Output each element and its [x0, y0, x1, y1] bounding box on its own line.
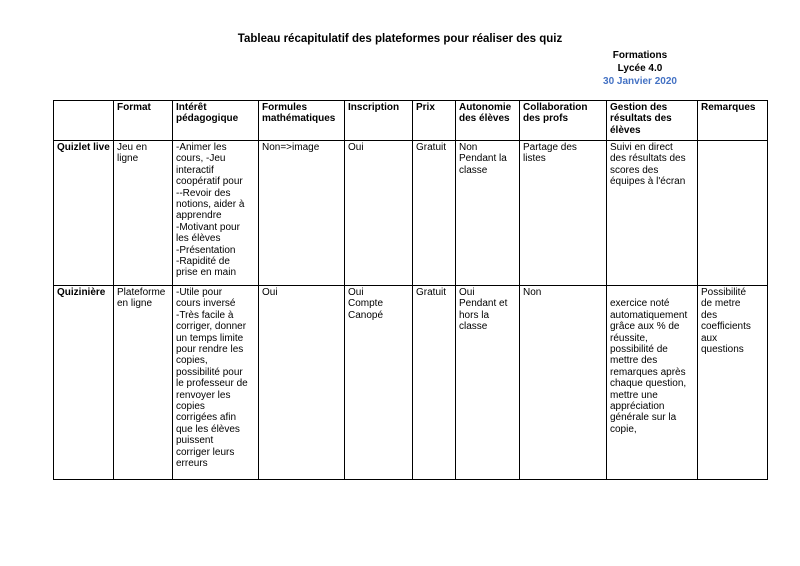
cell-line: notions, aider à [176, 199, 245, 211]
cell-interet [173, 141, 259, 286]
cell-line: erreurs [176, 458, 208, 470]
header-remarques: Remarques [698, 101, 768, 141]
document-title: Tableau récapitulatif des plateformes pour réaliser des quiz [237, 33, 563, 45]
cell-autonomie [456, 286, 520, 480]
header-empty [54, 101, 114, 141]
cell-line: classe [459, 164, 488, 176]
cell-line: possibilité pour [176, 366, 243, 378]
cell-line [610, 287, 695, 298]
cell-line: appréciation [610, 401, 665, 413]
table-row-quiziniere [54, 286, 768, 480]
cell-line: en ligne [117, 298, 153, 310]
cell-line: Jeu en [117, 142, 148, 153]
cell-line: renvoyer les [176, 389, 231, 401]
cell-line: interactif [176, 164, 214, 176]
cell-gestion [607, 286, 698, 480]
cell-line: scores des [610, 164, 659, 176]
cell-line: coefficients [701, 321, 751, 333]
cell-line: grâce aux % de [610, 321, 680, 333]
cell-line: apprendre [176, 210, 222, 222]
cell-line: Non [523, 287, 542, 298]
cell-line: -Rapidité de [176, 256, 230, 268]
cell-line: remarques après [610, 366, 686, 378]
cell-collaboration [520, 141, 607, 286]
cell-line: Pendant la [459, 153, 507, 165]
cell-line: questions [701, 344, 744, 356]
cell-line: un temps limite [176, 332, 244, 344]
cell-line: coopératif pour [176, 176, 243, 188]
cell-formules [259, 286, 345, 480]
cell-line: -Animer les [176, 142, 227, 153]
cell-line: possibilité de [610, 344, 668, 356]
cell-name: Quizinière [54, 286, 114, 480]
cell-line: Canopé [348, 309, 384, 321]
cell-line: corriger leurs [176, 446, 235, 458]
header-autonomie: Autonomie des élèves [456, 101, 520, 141]
header-interet: Intérêt pédagogique [173, 101, 259, 141]
cell-line: --Revoir des [176, 187, 231, 199]
cell-name: Quizlet live [54, 141, 114, 286]
header-row [54, 101, 768, 141]
cell-prix [413, 141, 456, 286]
cell-line: Pendant et [459, 298, 508, 310]
cell-line: puissent [176, 435, 214, 447]
cell-line: automatiquement [610, 309, 688, 321]
cell-line: Non [459, 142, 478, 153]
cell-line: aux [701, 332, 718, 344]
cell-line: Non=>image [262, 142, 320, 153]
cell-line: Suivi en direct [610, 142, 673, 153]
document-meta [540, 49, 740, 88]
cell-line: mettre une [610, 389, 658, 401]
cell-line: pour rendre les [176, 344, 244, 356]
cell-prix [413, 286, 456, 480]
recap-table [53, 100, 768, 480]
meta-lycee: Lycée 4.0 [617, 63, 663, 74]
cell-remarques [698, 141, 768, 286]
table-row-quizlet-live [54, 141, 768, 286]
cell-autonomie [456, 141, 520, 286]
cell-line: -Très facile à [176, 309, 234, 321]
cell-line: prise en main [176, 267, 237, 279]
cell-line: corrigées afin [176, 412, 237, 424]
cell-formules [259, 141, 345, 286]
cell-line: listes [523, 153, 546, 165]
cell-line: Oui [262, 287, 278, 298]
cell-line: que les élèves [176, 423, 240, 435]
cell-line: Gratuit [416, 142, 447, 153]
cell-line: Oui [348, 287, 364, 298]
cell-line: -Motivant pour [176, 221, 240, 233]
cell-line: des [701, 309, 718, 321]
cell-line: exercice noté [610, 298, 670, 310]
cell-line: mettre des [610, 355, 658, 367]
cell-line: chaque question, [610, 378, 687, 390]
cell-line: copie, [610, 423, 637, 435]
cell-line: les élèves [176, 233, 221, 245]
header-gestion: Gestion des résultats des élèves [607, 101, 698, 141]
cell-line: copies [176, 401, 205, 413]
cell-line: équipes à l'écran [610, 176, 686, 188]
cell-format [114, 286, 173, 480]
cell-line: cours, -Jeu [176, 153, 226, 165]
cell-line: Oui [459, 287, 475, 298]
header-prix: Prix [413, 101, 456, 141]
cell-line: Possibilité [701, 287, 747, 298]
header-formules: Formules mathématiques [259, 101, 345, 141]
cell-line: Oui [348, 142, 364, 153]
cell-line: le professeur de [176, 378, 248, 390]
cell-line: hors la [459, 309, 490, 321]
cell-collaboration [520, 286, 607, 480]
cell-line: -Présentation [176, 244, 236, 256]
meta-date: 30 Janvier 2020 [603, 76, 677, 87]
cell-line: des résultats des [610, 153, 686, 165]
cell-interet [173, 286, 259, 480]
header-format: Format [114, 101, 173, 141]
cell-remarques [698, 286, 768, 480]
cell-line: réussite, [610, 332, 648, 344]
header-collaboration: Collaboration des profs [520, 101, 607, 141]
cell-line: copies, [176, 355, 208, 367]
cell-line: cours inversé [176, 298, 236, 310]
header-inscription: Inscription [345, 101, 413, 141]
cell-line: corriger, donner [176, 321, 247, 333]
cell-gestion [607, 141, 698, 286]
cell-line: générale sur la [610, 412, 677, 424]
cell-line: de metre [701, 298, 741, 310]
cell-line: Partage des [523, 142, 577, 153]
meta-formations: Formations [612, 50, 668, 61]
cell-line: Plateforme [117, 287, 166, 298]
cell-line: classe [459, 321, 488, 333]
cell-line: Compte [348, 298, 384, 310]
cell-inscription [345, 286, 413, 480]
cell-line: -Utile pour [176, 287, 223, 298]
cell-inscription [345, 141, 413, 286]
cell-format [114, 141, 173, 286]
cell-line: ligne [117, 153, 139, 165]
cell-line: Gratuit [416, 287, 447, 298]
